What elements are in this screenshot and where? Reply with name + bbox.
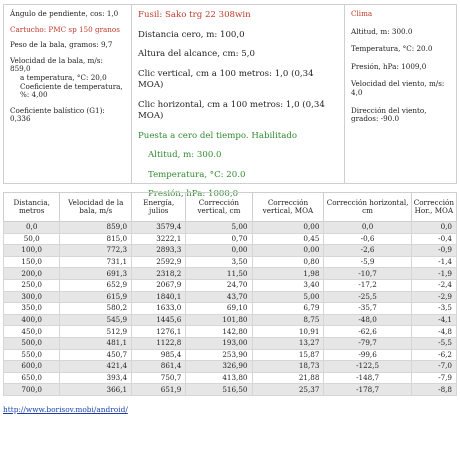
bullet-weight-text: Peso de la bala, gramos: 9,7: [10, 40, 113, 50]
table-body: [4, 222, 457, 396]
table-cell: 24,70: [186, 279, 252, 291]
table-cell: -2,4: [411, 279, 456, 291]
table-cell: 550,0: [4, 349, 60, 361]
table-cell: 3,40: [252, 279, 324, 291]
table-cell: 731,1: [60, 256, 132, 268]
table-cell: -25,5: [324, 291, 411, 303]
table-row: [4, 303, 457, 315]
table-cell: -1,4: [411, 256, 456, 268]
angle-text: Ángulo de pendiente, cos: 1,0: [10, 9, 119, 18]
table-cell: -1,9: [411, 268, 456, 280]
table-cell: 366,1: [60, 384, 132, 396]
table-cell: 142,80: [186, 326, 252, 338]
table-row: [4, 337, 457, 349]
cartridge-text: Cartucho: PMC sp 150 granos: [10, 24, 120, 34]
table-row: [4, 384, 457, 396]
table-cell: -62,6: [324, 326, 411, 338]
table-cell: 15,87: [252, 349, 324, 361]
table-cell: 43,70: [186, 291, 252, 303]
table-cell: 400,0: [4, 314, 60, 326]
table-cell: 3222,1: [132, 233, 186, 245]
table-cell: 815,0: [60, 233, 132, 245]
table-cell: 200,0: [4, 268, 60, 280]
table-cell: 1,98: [252, 268, 324, 280]
table-cell: -79,7: [324, 337, 411, 349]
temp-coef-text: Coeficiente de temperatura, %: 4,00: [20, 81, 123, 100]
weather-info-column: [345, 4, 457, 184]
table-cell: 21,88: [252, 372, 324, 384]
table-cell: 0,80: [252, 256, 324, 268]
ballistic-coef-text: Coeficiente balístico (G1): 0,336: [10, 105, 105, 124]
table-header-row: [4, 193, 457, 222]
table-row: [4, 268, 457, 280]
scope-height-text: Altura del alcance, cm: 5,0: [138, 49, 255, 59]
table-cell: 652,9: [60, 279, 132, 291]
table-row: [4, 314, 457, 326]
table-cell: 500,0: [4, 337, 60, 349]
table-row: [4, 256, 457, 268]
table-cell: -148,7: [324, 372, 411, 384]
table-cell: 861,4: [132, 361, 186, 373]
table-cell: 3,50: [186, 256, 252, 268]
col-hor-moa: Corrección Hor., MOA: [411, 193, 456, 222]
rifle-text: Fusil: Sako trg 22 308win: [138, 10, 251, 20]
table-row: [4, 233, 457, 245]
table-cell: 750,7: [132, 372, 186, 384]
table-cell: 600,0: [4, 361, 60, 373]
table-cell: 250,0: [4, 279, 60, 291]
col-velocity: Velocidad de la bala, m/s: [60, 193, 132, 222]
table-cell: 5,00: [252, 291, 324, 303]
website-link[interactable]: http://www.borisov.mobi/android/: [3, 405, 128, 414]
table-cell: 300,0: [4, 291, 60, 303]
table-cell: 25,37: [252, 384, 324, 396]
table-cell: 5,00: [186, 222, 252, 234]
table-cell: -2,9: [411, 291, 456, 303]
table-cell: 193,00: [186, 337, 252, 349]
table-cell: 512,9: [60, 326, 132, 338]
table-cell: 0,00: [252, 222, 324, 234]
table-cell: 772,3: [60, 245, 132, 257]
table-cell: -0,6: [324, 233, 411, 245]
table-cell: -48,0: [324, 314, 411, 326]
table-cell: 1633,0: [132, 303, 186, 315]
table-cell: 650,0: [4, 372, 60, 384]
pressure-text: Presión, hPa: 1009,0: [351, 61, 427, 71]
table-cell: 3579,4: [132, 222, 186, 234]
table-cell: -7,9: [411, 372, 456, 384]
col-vert-moa: Corrección vertical, MOA: [252, 193, 324, 222]
zero-altitude-text: Altitud, m: 300.0: [148, 150, 222, 160]
table-cell: 8,75: [252, 314, 324, 326]
table-row: [4, 326, 457, 338]
table-cell: -4,1: [411, 314, 456, 326]
table-cell: 0,45: [252, 233, 324, 245]
table-cell: -122,5: [324, 361, 411, 373]
table-cell: 0,00: [186, 245, 252, 257]
table-row: [4, 291, 457, 303]
table-cell: 545,9: [60, 314, 132, 326]
col-hor-cm: Corrección horizontal, cm: [324, 193, 411, 222]
zero-weather-text: Puesta a cero del tiempo. Habilitado: [138, 130, 297, 141]
table-cell: 393,4: [60, 372, 132, 384]
table-row: [4, 349, 457, 361]
table-cell: -5,5: [411, 337, 456, 349]
info-panel: [3, 4, 457, 199]
table-row: [4, 222, 457, 234]
wind-speed-text: Velocidad del viento, m/s: 4,0: [351, 79, 445, 97]
table-cell: 100,0: [4, 245, 60, 257]
table-cell: 700,0: [4, 384, 60, 396]
table-cell: 1840,1: [132, 291, 186, 303]
zero-pressure-text: Presión, hPa: 1000,0: [148, 189, 239, 199]
table-cell: -5,9: [324, 256, 411, 268]
table-cell: 481,1: [60, 337, 132, 349]
table-cell: 350,0: [4, 303, 60, 315]
table-cell: 0,0: [4, 222, 60, 234]
wind-direction-text: Dirección del viento, grados: -90.0: [351, 105, 427, 124]
table-cell: 516,50: [186, 384, 252, 396]
col-distance: Distancia, metros: [4, 193, 60, 222]
table-cell: 1122,8: [132, 337, 186, 349]
table-cell: 6,79: [252, 303, 324, 315]
table-cell: 13,27: [252, 337, 324, 349]
table-cell: -6,2: [411, 349, 456, 361]
table-cell: 0,0: [411, 222, 456, 234]
weather-title: Clima: [351, 9, 373, 18]
table-row: [4, 372, 457, 384]
table-cell: -10,7: [324, 268, 411, 280]
table-cell: 11,50: [186, 268, 252, 280]
table-cell: -7,0: [411, 361, 456, 373]
table-cell: 615,9: [60, 291, 132, 303]
table-row: [4, 361, 457, 373]
zero-temperature-text: Temperatura, °C: 20.0: [148, 169, 246, 180]
horizontal-click-text: Clic horizontal, cm a 100 metros: 1,0 (0,34 MOA): [138, 99, 325, 121]
table-cell: 1445,6: [132, 314, 186, 326]
table-cell: -0,4: [411, 233, 456, 245]
table-cell: 2318,2: [132, 268, 186, 280]
table-row: [4, 245, 457, 257]
table-cell: 2067,9: [132, 279, 186, 291]
table-cell: 1276,1: [132, 326, 186, 338]
table-row: [4, 279, 457, 291]
table-cell: 2592,9: [132, 256, 186, 268]
col-vert-cm: Corrección vertical, cm: [186, 193, 252, 222]
table-cell: 18,73: [252, 361, 324, 373]
table-cell: 69,10: [186, 303, 252, 315]
table-cell: 101,80: [186, 314, 252, 326]
table-cell: 253,90: [186, 349, 252, 361]
table-cell: -8,8: [411, 384, 456, 396]
vertical-click-text: Clic vertical, cm a 100 metros: 1,0 (0,34 MOA): [138, 68, 314, 90]
table-cell: -99,6: [324, 349, 411, 361]
table-cell: 326,90: [186, 361, 252, 373]
altitude-text: Altitud, m: 300.0: [351, 26, 413, 36]
cartridge-info-column: [3, 4, 132, 184]
table-cell: 0,0: [324, 222, 411, 234]
table-cell: 859,0: [60, 222, 132, 234]
table-cell: 2893,3: [132, 245, 186, 257]
table-cell: 421,4: [60, 361, 132, 373]
table-cell: 150,0: [4, 256, 60, 268]
table-cell: 450,7: [60, 349, 132, 361]
table-cell: -17,2: [324, 279, 411, 291]
table-cell: -178,7: [324, 384, 411, 396]
table-cell: 0,70: [186, 233, 252, 245]
table-cell: -35,7: [324, 303, 411, 315]
rifle-info-column: [132, 4, 345, 199]
table-cell: -3,5: [411, 303, 456, 315]
table-cell: 985,4: [132, 349, 186, 361]
table-cell: -0,9: [411, 245, 456, 257]
table-cell: -2,6: [324, 245, 411, 257]
table-cell: 651,9: [132, 384, 186, 396]
table-cell: 50,0: [4, 233, 60, 245]
table-cell: 580,2: [60, 303, 132, 315]
zero-distance-text: Distancia cero, m: 100,0: [138, 29, 245, 40]
col-energy: Energía, julios: [132, 193, 186, 222]
ballistic-table: [3, 192, 457, 396]
table-cell: 10,91: [252, 326, 324, 338]
velocity-temp-text: a temperatura, °C: 20,0: [20, 72, 107, 82]
bullet-velocity-text: Velocidad de la bala, m/s: 859,0: [10, 55, 103, 74]
table-cell: 413,80: [186, 372, 252, 384]
table-cell: -4,8: [411, 326, 456, 338]
table-cell: 0,00: [252, 245, 324, 257]
table-cell: 691,3: [60, 268, 132, 280]
temperature-text: Temperatura, °C: 20.0: [351, 44, 433, 54]
table-cell: 450,0: [4, 326, 60, 338]
